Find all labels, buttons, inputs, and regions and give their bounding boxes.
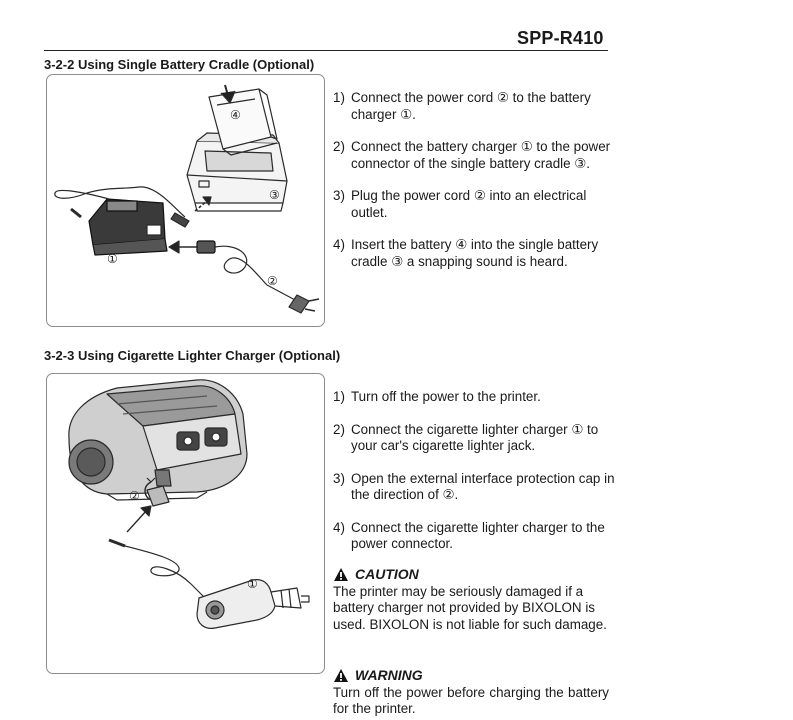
warning-text: Turn off the power before charging the battery for the printer. [333,684,609,716]
warning-triangle-icon [333,567,349,582]
step-text: Connect the battery charger ① to the power connector of the single battery cradle ③. [351,139,611,171]
step-item [333,389,615,406]
charger-cable [109,540,207,600]
step-number: 1) [333,90,345,105]
header-rule [44,50,608,51]
figure-cigarette-charger [46,373,325,674]
caution-title: CAUTION [355,566,419,582]
step-number: 2) [333,421,345,437]
steps-battery-cradle [333,90,615,286]
caution-text: The printer may be seriously damaged if a battery charger not provided by BIXOLON is used. BIXOLON is not liable for such damage. [333,583,607,632]
cigarette-charger-illustration [47,374,324,673]
callout-cradle: ③ [269,188,280,202]
caution-header [333,566,609,583]
battery-charger-adapter [89,199,167,255]
step-text: Insert the battery ④ into the single battery cradle ③ a snapping sound is heard. [351,237,599,269]
warning-triangle-icon [333,668,349,683]
step-text: Turn off the power to the printer. [351,389,541,404]
step-number: 3) [333,188,345,203]
figure-battery-cradle [46,74,325,327]
callout-power-cord: ② [267,274,278,288]
step-number: 1) [333,389,345,404]
step-text: Connect the cigarette lighter charger to the power connector. [351,519,605,551]
step-number: 4) [333,519,345,535]
callout-cigarette-charger: ① [247,577,258,591]
step-number: 3) [333,470,345,486]
section-title-battery-cradle: 3-2-2 Using Single Battery Cradle (Optional) [44,57,315,72]
model-name: SPP-R410 [517,28,604,48]
step-item [333,520,615,553]
step-text: Connect the cigarette lighter charger ① to your car's cigarette lighter jack. [351,421,599,453]
step-text: Connect the power cord ② to the battery charger ①. [351,90,591,122]
step-item [333,90,615,123]
step-item [333,139,615,172]
step-number: 2) [333,139,345,154]
warning-header [333,667,609,684]
step-text: Open the external interface protection cap in the direction of ②. [351,470,615,502]
warning-title: WARNING [355,667,423,683]
step-text: Plug the power cord ② into an electrical outlet. [351,188,587,220]
callout-cap-direction: ② [129,489,140,503]
step-item [333,188,615,221]
caution-notice [333,566,609,633]
warning-notice [333,667,609,718]
step-item [333,422,615,455]
step-item [333,237,615,270]
steps-cigarette-charger [333,389,615,569]
battery-cradle-illustration [47,75,324,326]
power-cord [197,241,319,313]
callout-charger: ① [107,252,118,266]
callout-battery: ④ [230,108,241,122]
step-item [333,471,615,504]
section-title-cigarette-charger: 3-2-3 Using Cigarette Lighter Charger (Optional) [44,348,341,363]
step-number: 4) [333,237,345,252]
